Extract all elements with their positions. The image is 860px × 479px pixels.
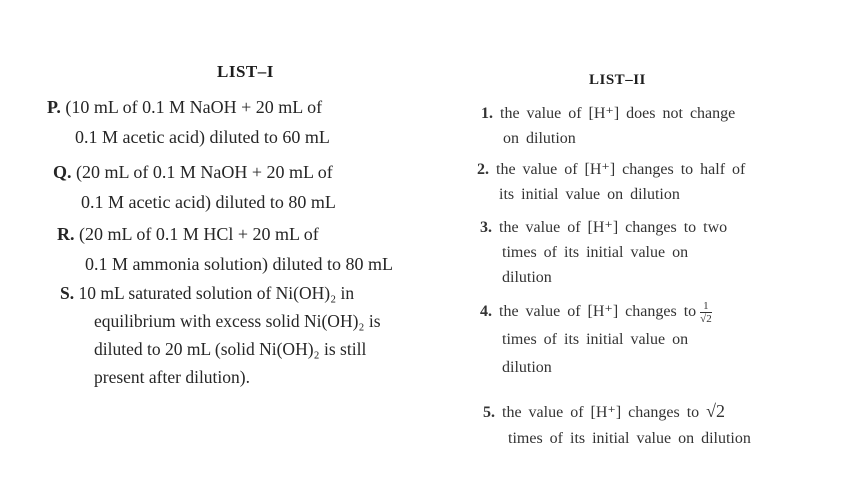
item-key: S.	[60, 283, 75, 303]
item-line	[53, 157, 336, 187]
item-key: R.	[57, 224, 75, 244]
item-text: the value of [H⁺] changes to	[492, 303, 697, 320]
item-line: present after dilution).	[94, 367, 250, 387]
item-line: on dilution	[503, 130, 576, 147]
item-key: 4.	[480, 303, 492, 320]
fraction-numerator: 1	[700, 300, 712, 313]
item-line: 0.1 M ammonia solution) diluted to 80 mL	[85, 254, 393, 274]
item-line	[483, 398, 751, 426]
item-key: P.	[47, 97, 61, 117]
item-line: equilibrium with excess solid Ni(OH)₂ is	[94, 311, 381, 331]
list-1-item-s	[60, 279, 381, 391]
item-line	[480, 215, 727, 240]
item-line: dilution	[502, 359, 552, 376]
item-line	[480, 298, 712, 326]
list-2-item-2	[477, 157, 745, 207]
list-1-item-q	[53, 157, 336, 217]
list-2-item-3	[480, 215, 727, 290]
item-line: times of its initial value on dilution	[508, 430, 751, 447]
sqrt-value: √2	[706, 401, 726, 421]
item-text: the value of [H⁺] changes to half of	[489, 161, 746, 178]
list-2-item-4	[480, 298, 712, 382]
list-2-item-1	[481, 101, 735, 151]
item-line: dilution	[502, 269, 552, 286]
item-text: the value of [H⁺] changes to two	[492, 219, 728, 236]
list-1-heading: LIST–I	[217, 62, 274, 81]
item-text: the value of [H⁺] does not change	[493, 105, 736, 122]
list-1-item-r	[57, 219, 393, 279]
item-text: 10 mL saturated solution of Ni(OH)₂ in	[74, 283, 355, 303]
item-line	[477, 157, 745, 182]
item-text: (20 mL of 0.1 M HCl + 20 mL of	[74, 224, 319, 244]
item-line: 0.1 M acetic acid) diluted to 60 mL	[75, 127, 330, 147]
item-line: its initial value on dilution	[499, 186, 680, 203]
list-2-heading: LIST–II	[589, 72, 646, 88]
item-line: times of its initial value on	[502, 331, 689, 348]
item-text: the value of [H⁺] changes to	[495, 404, 700, 421]
list-1-item-p	[47, 92, 330, 152]
item-key: 5.	[483, 404, 495, 421]
item-line	[60, 279, 381, 307]
item-line	[57, 219, 393, 249]
item-text: (10 mL of 0.1 M NaOH + 20 mL of	[60, 97, 323, 117]
item-key: Q.	[53, 162, 72, 182]
item-text: (20 mL of 0.1 M NaOH + 20 mL of	[71, 162, 333, 182]
item-key: 2.	[477, 161, 489, 178]
item-line	[47, 92, 330, 122]
item-line: times of its initial value on	[502, 244, 689, 261]
item-line: diluted to 20 mL (solid Ni(OH)₂ is still	[94, 339, 367, 359]
fraction	[700, 300, 712, 325]
item-line	[481, 101, 735, 126]
fraction-denominator: √2	[700, 312, 712, 325]
item-key: 1.	[481, 105, 493, 122]
list-2-item-5	[483, 398, 751, 452]
item-line: 0.1 M acetic acid) diluted to 80 mL	[81, 192, 336, 212]
item-key: 3.	[480, 219, 492, 236]
